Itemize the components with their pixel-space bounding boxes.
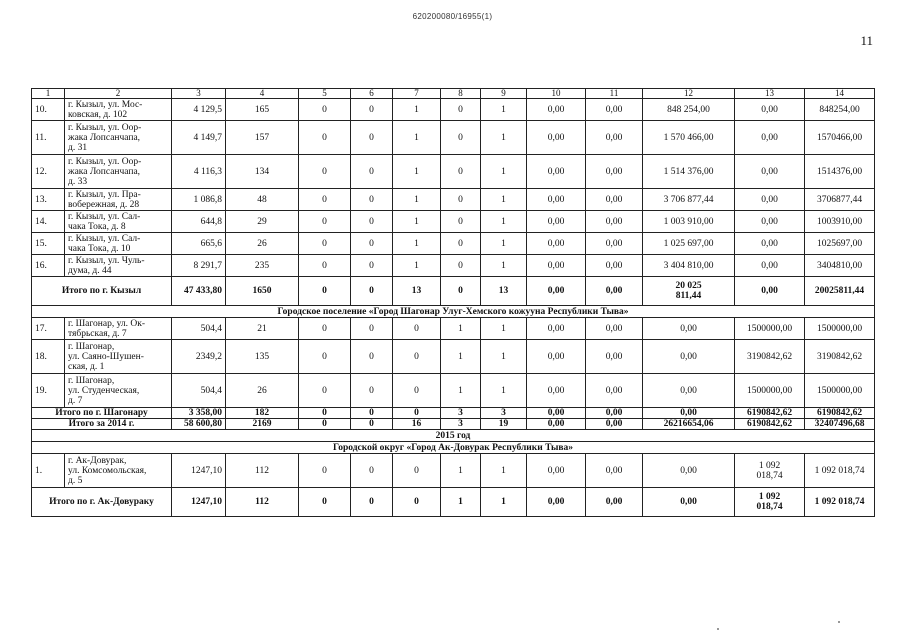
- value-cell: 1: [441, 340, 481, 374]
- document-id: 620200080/16955(1): [412, 12, 493, 21]
- value-cell: 1 086,8: [172, 189, 226, 211]
- value-cell: 0: [351, 211, 393, 233]
- value-cell: 1570466,00: [805, 121, 875, 155]
- value-cell: 0: [351, 155, 393, 189]
- address-cell: г. Кызыл, ул. Мос- ковская, д. 102: [65, 99, 172, 121]
- value-cell: 0,00: [735, 121, 805, 155]
- value-cell: 0: [351, 374, 393, 408]
- value-cell: 0: [299, 211, 351, 233]
- total-value: 20025811,44: [805, 277, 875, 306]
- total-value: 0: [351, 277, 393, 306]
- address-cell: г. Кызыл, ул. Чуль- дума, д. 44: [65, 255, 172, 277]
- value-cell: 3 404 810,00: [643, 255, 735, 277]
- value-cell: 4 116,3: [172, 155, 226, 189]
- total-value: 0: [393, 408, 441, 419]
- value-cell: 3 706 877,44: [643, 189, 735, 211]
- value-cell: 0,00: [527, 340, 586, 374]
- value-cell: 1: [393, 99, 441, 121]
- total-label: Итого по г. Ак-Довураку: [32, 488, 172, 517]
- value-cell: 26: [226, 374, 299, 408]
- column-number: 8: [441, 89, 481, 99]
- total-value: 0,00: [643, 408, 735, 419]
- value-cell: 0,00: [586, 374, 643, 408]
- table-row: [32, 318, 875, 340]
- total-value: 0: [299, 419, 351, 430]
- section-heading: Городское поселение «Город Шагонар Улуг-Хемского кожууна Республики Тыва»: [32, 306, 875, 318]
- value-cell: 4 149,7: [172, 121, 226, 155]
- total-value: 1650: [226, 277, 299, 306]
- total-value: 47 433,80: [172, 277, 226, 306]
- column-number: 14: [805, 89, 875, 99]
- value-cell: 1003910,00: [805, 211, 875, 233]
- total-value: 112: [226, 488, 299, 517]
- value-cell: 0,00: [735, 155, 805, 189]
- value-cell: 1: [441, 374, 481, 408]
- value-cell: 0,00: [586, 121, 643, 155]
- value-cell: 8 291,7: [172, 255, 226, 277]
- value-cell: 1: [441, 454, 481, 488]
- total-value: 6190842,62: [735, 408, 805, 419]
- address-cell: г. Шагонар, ул. Студенческая, д. 7: [65, 374, 172, 408]
- total-label: Итого по г. Шагонару: [32, 408, 172, 419]
- value-cell: 1 514 376,00: [643, 155, 735, 189]
- total-value: 13: [393, 277, 441, 306]
- total-value: 58 600,80: [172, 419, 226, 430]
- total-value: 26216654,06: [643, 419, 735, 430]
- value-cell: 1247,10: [172, 454, 226, 488]
- total-value: 3: [441, 419, 481, 430]
- table-row: [32, 189, 875, 211]
- total-value: 0: [351, 419, 393, 430]
- value-cell: 135: [226, 340, 299, 374]
- value-cell: 0: [299, 155, 351, 189]
- total-value: 0: [351, 488, 393, 517]
- column-number: 13: [735, 89, 805, 99]
- table-row: [32, 155, 875, 189]
- value-cell: 21: [226, 318, 299, 340]
- value-cell: 48: [226, 189, 299, 211]
- row-number: 18.: [32, 340, 65, 374]
- value-cell: 0: [299, 318, 351, 340]
- value-cell: 0: [441, 121, 481, 155]
- section-row: [32, 430, 875, 442]
- value-cell: 2349,2: [172, 340, 226, 374]
- value-cell: 0: [351, 99, 393, 121]
- total-value: 0,00: [586, 488, 643, 517]
- address-cell: г. Кызыл, ул. Оор- жака Лопсанчапа, д. 31: [65, 121, 172, 155]
- column-number: 10: [527, 89, 586, 99]
- value-cell: 0: [441, 189, 481, 211]
- value-cell: 1: [481, 454, 527, 488]
- value-cell: 0: [393, 318, 441, 340]
- value-cell: 0: [299, 189, 351, 211]
- total-value: 6190842,62: [735, 419, 805, 430]
- table-row: [32, 374, 875, 408]
- value-cell: 0: [351, 233, 393, 255]
- total-value: 0,00: [643, 488, 735, 517]
- value-cell: 1 570 466,00: [643, 121, 735, 155]
- total-value: 1 092 018,74: [805, 488, 875, 517]
- total-label: Итого по г. Кызыл: [32, 277, 172, 306]
- value-cell: 1: [481, 318, 527, 340]
- total-value: 0,00: [527, 408, 586, 419]
- value-cell: 0,00: [586, 454, 643, 488]
- value-cell: 0,00: [527, 189, 586, 211]
- value-cell: 848254,00: [805, 99, 875, 121]
- value-cell: 1: [393, 233, 441, 255]
- row-number: 19.: [32, 374, 65, 408]
- table-row: [32, 121, 875, 155]
- value-cell: 644,8: [172, 211, 226, 233]
- value-cell: 0: [441, 211, 481, 233]
- value-cell: 0,00: [643, 374, 735, 408]
- total-value: 0,00: [527, 419, 586, 430]
- total-value: 1 092 018,74: [735, 488, 805, 517]
- value-cell: 0,00: [586, 233, 643, 255]
- value-cell: 0: [393, 374, 441, 408]
- table-row: [32, 255, 875, 277]
- column-number: 11: [586, 89, 643, 99]
- total-row: [32, 488, 875, 517]
- value-cell: 0: [299, 374, 351, 408]
- column-number: 6: [351, 89, 393, 99]
- value-cell: 0: [351, 121, 393, 155]
- address-cell: г. Шагонар, ул. Ок- тябрьская, д. 7: [65, 318, 172, 340]
- column-number: 4: [226, 89, 299, 99]
- total-value: 0,00: [735, 277, 805, 306]
- row-number: 10.: [32, 99, 65, 121]
- value-cell: 157: [226, 121, 299, 155]
- table-row: [32, 211, 875, 233]
- address-cell: г. Кызыл, ул. Оор- жака Лопсанчапа, д. 33: [65, 155, 172, 189]
- table-row: [32, 99, 875, 121]
- value-cell: 1025697,00: [805, 233, 875, 255]
- value-cell: 29: [226, 211, 299, 233]
- value-cell: 1: [481, 121, 527, 155]
- value-cell: 0: [351, 318, 393, 340]
- value-cell: 665,6: [172, 233, 226, 255]
- value-cell: 1: [393, 189, 441, 211]
- row-number: 12.: [32, 155, 65, 189]
- value-cell: 0: [299, 99, 351, 121]
- value-cell: 0,00: [527, 155, 586, 189]
- scan-speck: [838, 621, 840, 623]
- row-number: 17.: [32, 318, 65, 340]
- value-cell: 1 025 697,00: [643, 233, 735, 255]
- total-value: 3: [481, 408, 527, 419]
- row-number: 16.: [32, 255, 65, 277]
- value-cell: 1: [481, 99, 527, 121]
- column-number: 5: [299, 89, 351, 99]
- value-cell: 1: [481, 255, 527, 277]
- total-value: 3: [441, 408, 481, 419]
- value-cell: 0: [299, 233, 351, 255]
- value-cell: 3190842,62: [735, 340, 805, 374]
- value-cell: 0,00: [527, 318, 586, 340]
- value-cell: 1: [393, 121, 441, 155]
- table-row: [32, 340, 875, 374]
- column-number: 12: [643, 89, 735, 99]
- total-value: 0: [299, 408, 351, 419]
- total-value: 1: [481, 488, 527, 517]
- value-cell: 3706877,44: [805, 189, 875, 211]
- value-cell: 0: [393, 454, 441, 488]
- value-cell: 0,00: [527, 99, 586, 121]
- value-cell: 0,00: [735, 211, 805, 233]
- value-cell: 1: [481, 155, 527, 189]
- total-value: 0,00: [586, 419, 643, 430]
- total-value: 0,00: [527, 488, 586, 517]
- value-cell: 1500000,00: [735, 318, 805, 340]
- total-value: 1247,10: [172, 488, 226, 517]
- value-cell: 0,00: [586, 189, 643, 211]
- address-cell: г. Ак-Довурак, ул. Комсомольская, д. 5: [65, 454, 172, 488]
- value-cell: 0,00: [643, 340, 735, 374]
- value-cell: 0: [441, 99, 481, 121]
- value-cell: 1500000,00: [805, 318, 875, 340]
- value-cell: 26: [226, 233, 299, 255]
- value-cell: 0,00: [735, 255, 805, 277]
- address-cell: г. Кызыл, ул. Пра- вобережная, д. 28: [65, 189, 172, 211]
- value-cell: 3404810,00: [805, 255, 875, 277]
- total-row: [32, 408, 875, 419]
- value-cell: 1 092 018,74: [805, 454, 875, 488]
- total-value: 0: [299, 277, 351, 306]
- value-cell: 0,00: [643, 454, 735, 488]
- page-number: 11: [860, 33, 873, 48]
- value-cell: 1: [481, 189, 527, 211]
- value-cell: 1: [393, 155, 441, 189]
- value-cell: 504,4: [172, 318, 226, 340]
- value-cell: 0: [441, 255, 481, 277]
- address-cell: г. Кызыл, ул. Сал- чака Тока, д. 8: [65, 211, 172, 233]
- value-cell: 504,4: [172, 374, 226, 408]
- column-number: 2: [65, 89, 172, 99]
- total-value: 0,00: [586, 277, 643, 306]
- section-row: [32, 306, 875, 318]
- row-number: 14.: [32, 211, 65, 233]
- value-cell: 0: [299, 121, 351, 155]
- value-cell: 0,00: [735, 189, 805, 211]
- column-number: 3: [172, 89, 226, 99]
- value-cell: 1 092 018,74: [735, 454, 805, 488]
- scan-speck: [717, 628, 719, 630]
- total-value: 20 025 811,44: [643, 277, 735, 306]
- value-cell: 848 254,00: [643, 99, 735, 121]
- section-row: [32, 442, 875, 454]
- total-value: 2169: [226, 419, 299, 430]
- value-cell: 1: [441, 318, 481, 340]
- value-cell: 0,00: [735, 99, 805, 121]
- value-cell: 0,00: [586, 211, 643, 233]
- total-value: 32407496,68: [805, 419, 875, 430]
- data-table: [31, 88, 875, 517]
- total-value: 0: [299, 488, 351, 517]
- value-cell: 0,00: [527, 121, 586, 155]
- value-cell: 0,00: [527, 255, 586, 277]
- total-value: 0,00: [527, 277, 586, 306]
- value-cell: 0: [351, 255, 393, 277]
- total-value: 3 358,00: [172, 408, 226, 419]
- value-cell: 0,00: [643, 318, 735, 340]
- row-number: 13.: [32, 189, 65, 211]
- value-cell: 0,00: [586, 255, 643, 277]
- section-heading: Городской округ «Город Ак-Довурак Республики Тыва»: [32, 442, 875, 454]
- value-cell: 4 129,5: [172, 99, 226, 121]
- value-cell: 1: [481, 233, 527, 255]
- row-number: 15.: [32, 233, 65, 255]
- value-cell: 1514376,00: [805, 155, 875, 189]
- total-row: [32, 419, 875, 430]
- value-cell: 235: [226, 255, 299, 277]
- total-value: 0: [351, 408, 393, 419]
- value-cell: 0,00: [527, 211, 586, 233]
- value-cell: 0: [351, 189, 393, 211]
- total-value: 16: [393, 419, 441, 430]
- value-cell: 1500000,00: [735, 374, 805, 408]
- value-cell: 0: [441, 233, 481, 255]
- value-cell: 0,00: [586, 99, 643, 121]
- year-heading: 2015 год: [32, 430, 875, 442]
- address-cell: г. Шагонар, ул. Саяно-Шушен- ская, д. 1: [65, 340, 172, 374]
- total-value: 1: [441, 488, 481, 517]
- total-value: 13: [481, 277, 527, 306]
- value-cell: 1: [481, 374, 527, 408]
- value-cell: 0,00: [527, 374, 586, 408]
- value-cell: 0,00: [586, 318, 643, 340]
- value-cell: 0,00: [735, 233, 805, 255]
- value-cell: 3190842,62: [805, 340, 875, 374]
- value-cell: 0: [299, 340, 351, 374]
- value-cell: 0: [393, 340, 441, 374]
- value-cell: 165: [226, 99, 299, 121]
- column-number: 1: [32, 89, 65, 99]
- total-value: 19: [481, 419, 527, 430]
- column-number-row: [32, 89, 875, 99]
- value-cell: 0,00: [586, 340, 643, 374]
- value-cell: 0,00: [586, 155, 643, 189]
- value-cell: 0,00: [527, 233, 586, 255]
- total-value: 182: [226, 408, 299, 419]
- total-value: 0,00: [586, 408, 643, 419]
- value-cell: 0: [299, 454, 351, 488]
- value-cell: 1: [393, 211, 441, 233]
- table-row: [32, 454, 875, 488]
- column-number: 7: [393, 89, 441, 99]
- value-cell: 134: [226, 155, 299, 189]
- row-number: 11.: [32, 121, 65, 155]
- value-cell: 1500000,00: [805, 374, 875, 408]
- value-cell: 1: [393, 255, 441, 277]
- column-number: 9: [481, 89, 527, 99]
- address-cell: г. Кызыл, ул. Сал- чака Тока, д. 10: [65, 233, 172, 255]
- value-cell: 112: [226, 454, 299, 488]
- total-value: 6190842,62: [805, 408, 875, 419]
- value-cell: 1: [481, 340, 527, 374]
- row-number: 1.: [32, 454, 65, 488]
- total-row: [32, 277, 875, 306]
- value-cell: 0,00: [527, 454, 586, 488]
- value-cell: 0: [299, 255, 351, 277]
- value-cell: 1 003 910,00: [643, 211, 735, 233]
- value-cell: 1: [481, 211, 527, 233]
- value-cell: 0: [351, 454, 393, 488]
- total-value: 0: [393, 488, 441, 517]
- total-value: 0: [441, 277, 481, 306]
- total-label: Итого за 2014 г.: [32, 419, 172, 430]
- table-row: [32, 233, 875, 255]
- value-cell: 0: [351, 340, 393, 374]
- value-cell: 0: [441, 155, 481, 189]
